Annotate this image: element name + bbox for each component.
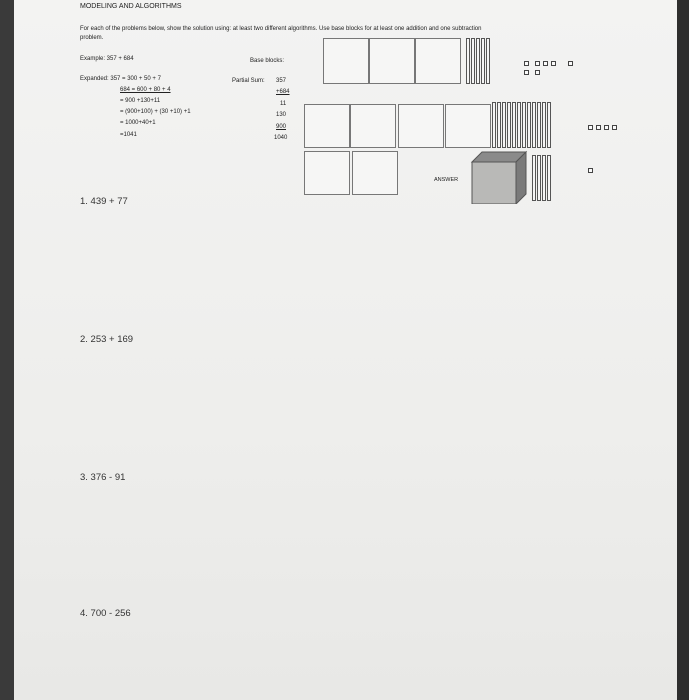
hundreds-flat [398,104,444,148]
tens-rod [502,102,506,148]
problem-2: 2. 253 + 169 [80,334,134,345]
problem-3: 3. 376 - 91 [80,472,126,483]
partial-sum-value: 130 [276,112,287,118]
unit-cube [588,168,593,173]
instructions-line-1: For each of the problems below, show the solution using: at least two different algorithms. Use base blocks for at least one addition and one subtraction [80,26,482,32]
tens-rod [537,102,541,148]
tens-rod [476,38,480,84]
partial-sum-value: 900 [276,124,287,130]
tens-rod [517,102,521,148]
partial-sum-value: 1040 [274,135,288,141]
partial-sum-value: 11 [280,101,287,107]
tens-rod [547,155,551,201]
tens-rod [481,38,485,84]
tens-rod [466,38,470,84]
right-page-shadow [677,0,689,700]
tens-rods-group [466,38,490,84]
expanded-line-5: = 1000+40+1 [120,120,156,126]
unit-cube [612,125,617,130]
unit-cube [604,125,609,130]
unit-cube [543,61,548,66]
expanded-line-4: = (900+100) + (30 +10) +1 [120,109,191,115]
tens-rod [522,102,526,148]
unit-cube [568,61,573,66]
instructions-line-2: problem. [80,35,104,41]
tens-rod [507,102,511,148]
tens-rod [532,155,536,201]
left-page-shadow [0,0,14,700]
unit-cube [524,70,529,75]
expanded-line-2: 684 = 600 + 80 + 4 [120,87,171,93]
expanded-line-6: =1041 [120,132,137,138]
problem-1: 1. 439 + 77 [80,196,128,207]
expanded-line-3: = 900 +130+11 [120,98,161,104]
tens-rod [537,155,541,201]
hundreds-flat [304,151,350,195]
worksheet-page [14,0,677,700]
unit-cube [596,125,601,130]
partial-sum-value: 357 [276,78,287,84]
tens-rod [486,38,490,84]
tens-rod [471,38,475,84]
unit-cube [535,70,540,75]
tens-rods-group [532,155,551,201]
answer-label: ANSWER [434,177,459,183]
hundreds-flat [350,104,396,148]
tens-rod [532,102,536,148]
thousands-cube [470,148,528,204]
unit-cube [551,61,556,66]
hundreds-flat [304,104,350,148]
problem-4: 4. 700 - 256 [80,608,131,619]
tens-rod [542,102,546,148]
hundreds-flat [352,151,398,195]
tens-rod [547,102,551,148]
tens-rod [527,102,531,148]
worksheet-title: MODELING AND ALGORITHMS [80,3,182,10]
tens-rod [542,155,546,201]
partial-sum-value: +684 [276,89,290,95]
tens-rod [512,102,516,148]
unit-cube [524,61,529,66]
unit-cube [588,125,593,130]
hundreds-flat [445,104,491,148]
expanded-line-1: Expanded: 357 = 300 + 50 + 7 [80,76,161,82]
tens-rods-group [492,102,551,148]
partial-sum-label: Partial Sum: [232,78,265,84]
tens-rod [492,102,496,148]
hundreds-flat [323,38,369,84]
hundreds-flat [369,38,415,84]
base-blocks-label: Base blocks: [250,58,285,64]
example-label: Example: 357 + 684 [80,56,134,62]
tens-rod [497,102,501,148]
unit-cube [535,61,540,66]
hundreds-flat [415,38,461,84]
